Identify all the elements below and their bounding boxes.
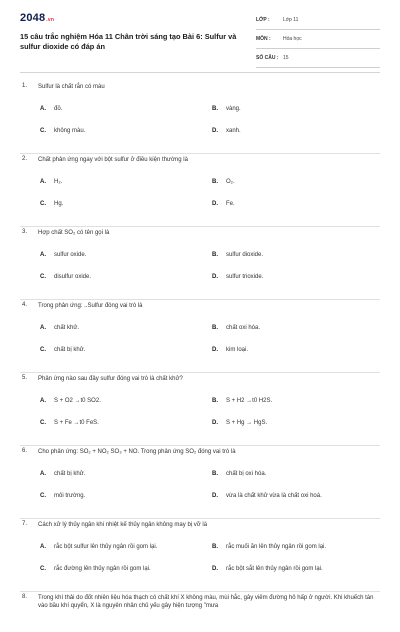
question-number: 7. — [22, 521, 28, 527]
option-text: chất bị oxi hóa. — [226, 471, 267, 477]
option-b[interactable] — [212, 252, 263, 258]
question-item — [20, 373, 380, 446]
option-text: chất khử. — [54, 325, 80, 331]
option-letter: A. — [40, 179, 46, 185]
option-c[interactable] — [40, 274, 91, 280]
option-a[interactable] — [40, 106, 62, 112]
option-text: kim loại. — [226, 347, 249, 353]
option-text: S + Fe →t0 FeS. — [54, 420, 99, 426]
option-letter: C. — [40, 493, 46, 499]
option-text: sulfur oxide. — [54, 252, 87, 258]
option-letter: B. — [212, 106, 218, 112]
option-letter: C. — [40, 128, 46, 134]
option-c[interactable] — [40, 493, 85, 499]
option-d[interactable] — [212, 566, 323, 572]
meta-count-row — [256, 53, 380, 68]
option-letter: D. — [212, 347, 218, 353]
option-letter: B. — [212, 179, 218, 185]
option-c[interactable] — [40, 347, 85, 353]
option-letter: C. — [40, 347, 46, 353]
question-item — [20, 519, 380, 592]
option-b[interactable] — [212, 179, 235, 185]
option-text: S + Hg → HgS. — [226, 420, 268, 426]
option-text: O₂. — [226, 179, 235, 185]
option-b[interactable] — [212, 398, 272, 404]
question-text: Trong phản ứng: ..Sulfur đóng vai trò là — [38, 303, 143, 309]
option-letter: D. — [212, 128, 218, 134]
option-text: vừa là chất khử vừa là chất oxi hoá. — [226, 493, 322, 499]
option-text: Fe. — [226, 201, 235, 207]
option-d[interactable] — [212, 274, 263, 280]
option-letter: C. — [40, 201, 46, 207]
document-meta — [256, 15, 380, 72]
question-list — [20, 81, 380, 632]
option-a[interactable] — [40, 325, 79, 331]
question-number: 3. — [22, 229, 28, 235]
option-letter: B. — [212, 471, 218, 477]
option-text: không màu. — [54, 128, 86, 134]
question-number: 1. — [22, 83, 28, 89]
option-letter: A. — [40, 325, 46, 331]
option-d[interactable] — [212, 201, 235, 207]
option-text: chất bị khử. — [54, 471, 86, 477]
meta-subject-row — [256, 34, 380, 49]
document-header — [0, 0, 400, 66]
meta-label: SỐ CÂU : — [256, 55, 279, 61]
option-b[interactable] — [212, 471, 266, 477]
option-letter: A. — [40, 106, 46, 112]
option-a[interactable] — [40, 252, 86, 258]
question-text: Chất phản ứng ngay với bột sulfur ở điều kiện thường là — [38, 157, 188, 163]
option-c[interactable] — [40, 201, 63, 207]
question-number: 4. — [22, 302, 28, 308]
option-letter: D. — [212, 420, 218, 426]
question-text: Cho phản ứng: SO₂ + NO₂ SO₃ + NO. Trong phản ứng SO₂ đóng vai trò là — [38, 449, 236, 455]
option-letter: A. — [40, 398, 46, 404]
option-letter: B. — [212, 325, 218, 331]
option-text: S + O2 →t0 SO2. — [54, 398, 101, 404]
option-letter: B. — [212, 252, 218, 258]
option-letter: B. — [212, 398, 218, 404]
question-text: Hợp chất SO₂ có tên gọi là — [38, 230, 110, 236]
option-text: H₂. — [54, 179, 63, 185]
option-letter: A. — [40, 544, 46, 550]
meta-label: LỚP : — [256, 17, 270, 23]
option-text: chất oxi hóa. — [226, 325, 261, 331]
option-a[interactable] — [40, 179, 62, 185]
option-letter: D. — [212, 493, 218, 499]
option-text: sulfur trioxide. — [226, 274, 264, 280]
question-number: 8. — [22, 594, 28, 600]
option-text: rắc bột sắt lên thủy ngân rồi gom lại. — [226, 566, 323, 572]
logo-suffix: .vn — [46, 17, 55, 23]
option-text: sulfur dioxide. — [226, 252, 264, 258]
option-text: xanh. — [226, 128, 241, 134]
option-text: Hg. — [54, 201, 64, 207]
option-c[interactable] — [40, 128, 85, 134]
question-item — [20, 154, 380, 227]
option-letter: A. — [40, 471, 46, 477]
meta-class-row — [256, 15, 380, 30]
question-item — [20, 446, 380, 519]
option-b[interactable] — [212, 544, 326, 550]
option-letter: C. — [40, 274, 46, 280]
question-number: 5. — [22, 375, 28, 381]
meta-value: 15 — [283, 55, 289, 61]
option-text: disulfur oxide. — [54, 274, 92, 280]
option-text: vàng. — [226, 106, 241, 112]
option-letter: B. — [212, 544, 218, 550]
option-text: môi trường. — [54, 493, 86, 499]
question-text: Trong khí thải do đốt nhiên liệu hóa thạch có chất khí X không màu, mùi hắc, gây viêm đường hô hấp ở người. Khi khuếch tán vào bầu khí quyển, X là nguyên nhân chủ yếu gây hiện tượng "mưa — [38, 595, 374, 609]
option-text: rắc bột sulfur lên thủy ngân rồi gom lại. — [54, 544, 158, 550]
option-c[interactable] — [40, 420, 99, 426]
option-text: chất bị khử. — [54, 347, 86, 353]
question-text: Phản ứng nào sau đây sulfur đóng vai trò là chất khử? — [38, 376, 183, 382]
question-item — [20, 81, 380, 154]
meta-label: MÔN : — [256, 36, 271, 42]
option-d[interactable] — [212, 493, 322, 499]
option-b[interactable] — [212, 325, 260, 331]
question-text: Cách xử lý thủy ngân khi nhiệt kế thủy ngân không may bị vỡ là — [38, 522, 208, 528]
option-d[interactable] — [212, 347, 248, 353]
option-a[interactable] — [40, 471, 85, 477]
option-a[interactable] — [40, 398, 101, 404]
header-divider — [20, 72, 380, 73]
option-d[interactable] — [212, 420, 267, 426]
logo-brand: 2048 — [20, 12, 46, 24]
option-text: rắc muối ăn lên thủy ngân rồi gom lại. — [226, 544, 327, 550]
option-b[interactable] — [212, 106, 241, 112]
option-letter: D. — [212, 274, 218, 280]
option-a[interactable] — [40, 544, 157, 550]
option-text: S + H2 →t0 H2S. — [226, 398, 273, 404]
meta-value: Hóa học — [283, 36, 302, 42]
option-letter: C. — [40, 420, 46, 426]
question-item — [20, 592, 380, 632]
meta-value: Lớp 11 — [283, 17, 299, 23]
option-letter: D. — [212, 201, 218, 207]
question-number: 6. — [22, 448, 28, 454]
option-letter: D. — [212, 566, 218, 572]
option-text: rắc đường lên thủy ngân rồi gom lại. — [54, 566, 151, 572]
question-text: Sulfur là chất rắn có màu — [38, 84, 105, 90]
option-letter: A. — [40, 252, 46, 258]
question-item — [20, 300, 380, 373]
question-item — [20, 227, 380, 300]
option-letter: C. — [40, 566, 46, 572]
document-title: 15 câu trắc nghiệm Hóa 11 Chân trời sáng tạo Bài 6: Sulfur và sulfur dioxide có đáp án — [20, 32, 237, 51]
option-text: đỏ. — [54, 106, 63, 112]
question-number: 2. — [22, 156, 28, 162]
option-c[interactable] — [40, 566, 151, 572]
site-logo[interactable] — [20, 12, 54, 24]
option-d[interactable] — [212, 128, 241, 134]
